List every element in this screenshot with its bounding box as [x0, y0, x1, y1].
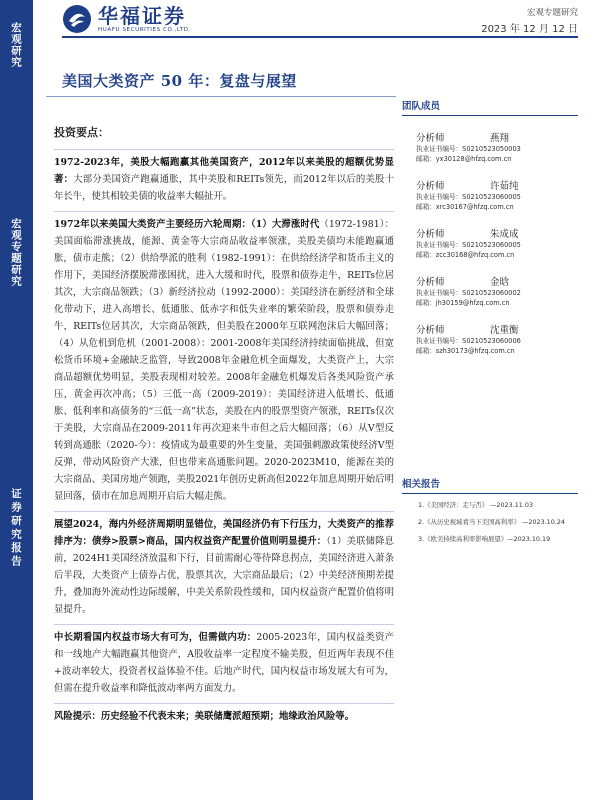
p4-text: 2005-2023年，国内权益类资产和一线地产大幅跑赢其他资产，A股收益率一定程度不输美股，但近两年表现不佳+波动率较大，投资者权益体验不佳。后地产时代，国内权益市场发展大有可为，但需在提升收益率和降低波动率两方面发力。 [54, 632, 394, 694]
p4-bold: 中长期看国内权益市场大有可为，但需做内功： [54, 632, 257, 643]
team-section [402, 98, 578, 356]
related-title: 相关报告 [402, 479, 441, 490]
analyst-license: 执业证书编号：S0210523060005 [416, 193, 521, 201]
team-divider [402, 115, 578, 116]
analyst-card [402, 130, 578, 164]
analyst-name: 沈重衡 [490, 325, 519, 336]
analyst-name: 金晗 [490, 277, 510, 288]
paragraph-1 [54, 149, 394, 205]
p2-bold: 1972年以来美国大类资产主要经历六轮周期：（1）大滞涨时代 [54, 219, 320, 230]
analyst-license: 执业证书编号：S0210523060005 [416, 241, 521, 249]
analyst-card [402, 322, 578, 356]
logo-cn: 华福证券 [98, 4, 186, 28]
related-divider [402, 493, 578, 494]
sidebar-bottom-label: 证券研究报告 [10, 488, 22, 569]
p3-bold: 展望2024，海内外经济周期明显错位，美国经济仍有下行压力，大类资产的推荐排序为：债券>股票>商品，国内权益资产配置价值则明显提升： [54, 519, 394, 547]
logo-en: HUAFU SECURITIES CO.,LTD. [98, 27, 191, 33]
p5-bold: 风险提示：历史经验不代表未来；美联储鹰派超预期；地缘政治风险等。 [54, 711, 355, 722]
analyst-role: 分析师 [416, 325, 445, 336]
analyst-role: 分析师 [416, 181, 445, 192]
analyst-license: 执业证书编号：S0210523060002 [416, 289, 521, 297]
analyst-name: 朱成成 [490, 229, 519, 240]
title-divider [46, 96, 396, 97]
related-reports [402, 476, 578, 545]
analyst-card [402, 178, 578, 212]
analyst-name: 许茹纯 [490, 181, 519, 192]
sidebar [0, 0, 33, 800]
sidebar-top-label: 宏观研究 [10, 22, 22, 68]
sidebar-mid-label: 宏观专题研究 [10, 218, 22, 287]
paragraph-4 [54, 624, 394, 697]
main-content [54, 124, 394, 731]
analyst-role: 分析师 [416, 229, 445, 240]
team-title: 团队成员 [402, 101, 441, 112]
analyst-email[interactable]: 邮箱：zcc30168@hfzq.com.cn [416, 251, 515, 259]
report-date: 2023 年 12 月 12 日 [481, 24, 578, 35]
page-title: 美国大类资产 50 年：复盘与展望 [62, 72, 297, 90]
analyst-role: 分析师 [416, 133, 445, 144]
analyst-card [402, 226, 578, 260]
logo-icon [62, 4, 92, 34]
analyst-email[interactable]: 邮箱：yx30128@hfzq.com.cn [416, 155, 512, 163]
p1-text: 大部分美国资产跑赢通胀，其中美股和REITs领先，而2012年以后的美股十年长牛，使其相较美债的收益率大幅扯开。 [54, 174, 394, 202]
related-report-link[interactable]: 3.《欧美持续高利率影响展望》—2023.10.19 [418, 535, 551, 543]
paragraph-2 [54, 211, 394, 505]
report-type: 宏观专题研究 [526, 8, 578, 18]
analyst-role: 分析师 [416, 277, 445, 288]
analyst-email[interactable]: 邮箱：szh30173@hfzq.com.cn [416, 347, 515, 355]
paragraph-3 [54, 511, 394, 618]
related-report-link[interactable]: 2.《从历史视域看当下美国高利率》 —2023.10.24 [418, 518, 565, 526]
section-heading: 投资要点： [54, 126, 109, 139]
analyst-license: 执业证书编号：S0210523050003 [416, 145, 521, 153]
analyst-name: 燕翔 [490, 133, 510, 144]
p1-bold: 1972-2023年，美股大幅跑赢其他美国资产，2012年以来美股的超额优势显著： [54, 157, 394, 185]
company-logo [62, 4, 191, 34]
related-report-link[interactable]: 1.《美国经济：走与否》 —2023.11.03 [418, 501, 534, 509]
analyst-license: 执业证书编号：S0210523060006 [416, 337, 521, 345]
p2-text: （1972-1981）：美国面临滞涨挑战，能源、黄金等大宗商品收益率领涨，美股美债均未能跑赢通胀，债市走熊；（2）供给學派的胜利（1982-1991）：在供给经济学和货币主义的作用下，美国经济摆脱滞涨困扰，进入大缓和时代，股票和债券走牛，REITs位居其次，大宗商品领跌；（3）新经济拉动（1992-2000）：美国经济在新经济和全球化带动下，进入高增长、低通胀、低赤字和低失业率的繁荣阶段，股票和债券走牛，REITs位居其次，大宗商品领跌，但美股在2000年互联网泡沫后大幅回落；（4）从危机到危机（2001-2008）：2001-2008年美国经济持续面临挑战，但宽松货币环境+金融缺乏监管，导致2008年金融危机全面爆发，大类资产上，大宗商品超额优势明显，美股表现相对较差。2008年金融危机爆发后各类风险资产承压，黄金再次冲高；（5）三低一高（2009-2019）：美国经济进入低增长、低通胀、低利率和高债务的“三低一高”状态，美股在内的股票型资产领涨，REITs仅次于美股，大宗商品在2009-2011年再次迎来牛市但之后大幅回落；（6）从V型反转到高通胀（2020-今）：疫情成为最重要的外生变量，美国强刺激政策使经济V型反弹，带动风险资产大涨，但也带来高通胀问题。2020-2023M10，能源在美的大宗商品、美国房地产领跑，美股2021年创历史新高但2022年加息周期开始后明显回落，债市在加息周期开启后大幅走熊。 [54, 219, 394, 502]
header-divider [62, 36, 578, 38]
paragraph-5 [54, 703, 394, 725]
analyst-email[interactable]: 邮箱：xrc30167@hfzq.com.cn [416, 203, 514, 211]
p3-text: （1）美联储降息前，2024H1美国经济放温和下行，目前需耐心等待降息拐点，美国经济进入萧条后半段，大类资产上债券占优，股票其次，大宗商品最后；（2）中美经济预期差提升，叠加海外流动性边际缓解，中美关系阶段性缓和，国内权益资产配置价值将明显提升。 [54, 536, 394, 615]
analyst-card [402, 274, 578, 308]
analyst-email[interactable]: 邮箱：jh30159@hfzq.com.cn [416, 299, 510, 307]
